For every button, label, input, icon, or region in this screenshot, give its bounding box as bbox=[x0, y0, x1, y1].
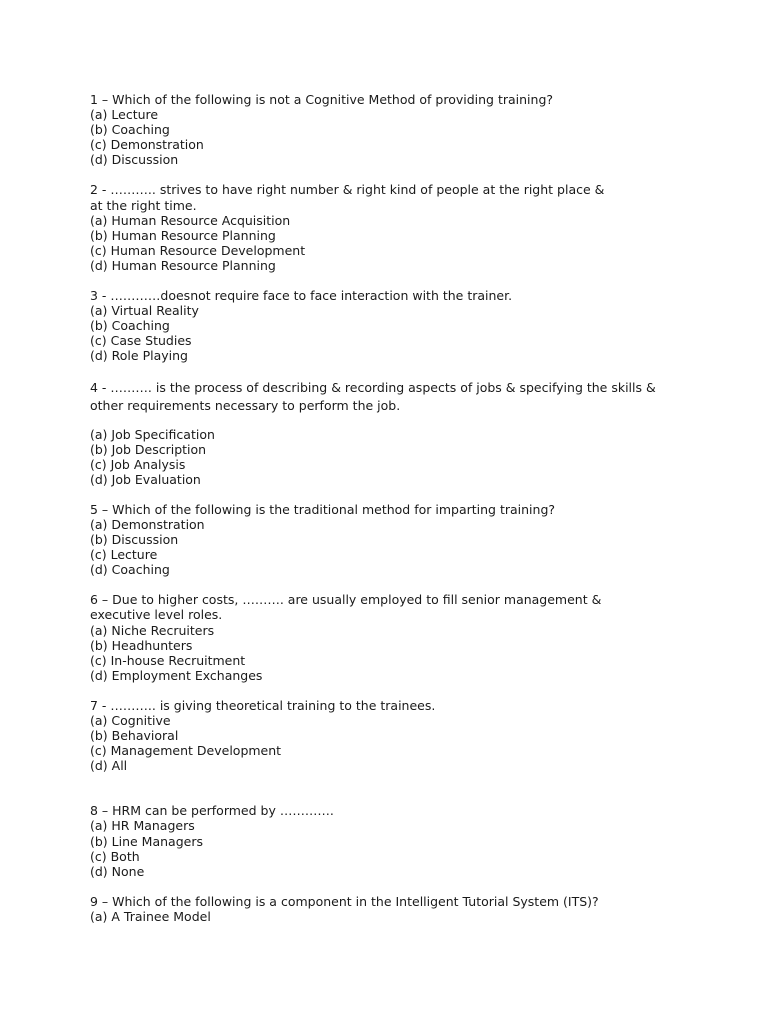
question-9-stem: 9 – Which of the following is a component in the Intelligent Tutorial System (ITS)? bbox=[90, 893, 599, 909]
question-4-option-b: (b) Job Description bbox=[90, 441, 207, 457]
question-2-option-b: (b) Human Resource Planning bbox=[90, 227, 276, 243]
question-8-option-d: (d) None bbox=[90, 863, 145, 879]
question-7-option-d: (d) All bbox=[90, 758, 128, 774]
document-page bbox=[90, 92, 710, 924]
question-2-stem-line-1: 2 - ……….. strives to have right number & right kind of people at the right place & bbox=[90, 182, 605, 198]
question-4-stem-line-2: other requirements necessary to perform the job. bbox=[90, 397, 401, 413]
question-7-option-c: (c) Management Development bbox=[90, 743, 282, 759]
question-8-option-b: (b) Line Managers bbox=[90, 833, 203, 849]
question-9 bbox=[90, 894, 710, 924]
question-5-stem: 5 – Which of the following is the traditional method for imparting training? bbox=[90, 501, 556, 517]
question-2-option-c: (c) Human Resource Development bbox=[90, 242, 306, 258]
question-6-option-d: (d) Employment Exchanges bbox=[90, 667, 263, 683]
question-5-option-c: (c) Lecture bbox=[90, 547, 158, 563]
question-1-stem: 1 – Which of the following is not a Cognitive Method of providing training? bbox=[90, 92, 554, 107]
question-2 bbox=[90, 182, 710, 273]
question-2-option-a: (a) Human Resource Acquisition bbox=[90, 212, 291, 228]
question-3-option-b: (b) Coaching bbox=[90, 318, 170, 334]
question-8-option-a: (a) HR Managers bbox=[90, 818, 195, 834]
question-3-option-d: (d) Role Playing bbox=[90, 348, 188, 364]
question-6-option-b: (b) Headhunters bbox=[90, 637, 193, 653]
question-6-stem-line-1: 6 – Due to higher costs, ………. are usually employed to fill senior management & bbox=[90, 592, 602, 608]
question-3-option-a: (a) Virtual Reality bbox=[90, 303, 199, 319]
question-7 bbox=[90, 698, 710, 773]
question-1-option-d: (d) Discussion bbox=[90, 152, 179, 168]
question-6-option-c: (c) In-house Recruitment bbox=[90, 652, 246, 668]
question-5 bbox=[90, 502, 710, 577]
question-4-option-c: (c) Job Analysis bbox=[90, 456, 186, 472]
question-2-option-d: (d) Human Resource Planning bbox=[90, 257, 276, 273]
question-1-option-c: (c) Demonstration bbox=[90, 137, 204, 153]
question-7-option-b: (b) Behavioral bbox=[90, 728, 179, 744]
question-5-option-b: (b) Discussion bbox=[90, 532, 179, 548]
question-2-stem-line-2: at the right time. bbox=[90, 197, 197, 213]
question-4-stem-line-1: 4 - ………. is the process of describing & recording aspects of jobs & specifying the skills & bbox=[90, 379, 656, 395]
question-3 bbox=[90, 288, 710, 363]
question-5-option-a: (a) Demonstration bbox=[90, 516, 205, 532]
question-4 bbox=[90, 379, 710, 487]
question-8 bbox=[90, 803, 710, 878]
question-4-option-d: (d) Job Evaluation bbox=[90, 471, 201, 487]
question-3-option-c: (c) Case Studies bbox=[90, 333, 192, 349]
question-1 bbox=[90, 92, 710, 167]
question-5-option-d: (d) Coaching bbox=[90, 562, 170, 578]
question-6 bbox=[90, 592, 710, 683]
question-4-option-a: (a) Job Specification bbox=[90, 426, 215, 442]
question-1-option-b: (b) Coaching bbox=[90, 122, 170, 138]
question-9-option-a: (a) A Trainee Model bbox=[90, 908, 211, 924]
question-6-stem-line-2: executive level roles. bbox=[90, 607, 223, 623]
question-7-stem: 7 - ……….. is giving theoretical training to the trainees. bbox=[90, 697, 436, 713]
question-1-option-a: (a) Lecture bbox=[90, 107, 159, 123]
question-7-option-a: (a) Cognitive bbox=[90, 713, 171, 728]
question-6-option-a: (a) Niche Recruiters bbox=[90, 622, 215, 638]
question-8-option-c: (c) Both bbox=[90, 848, 140, 864]
question-8-stem: 8 – HRM can be performed by …………. bbox=[90, 803, 334, 819]
question-3-stem: 3 - …………doesnot require face to face interaction with the trainer. bbox=[90, 288, 513, 304]
